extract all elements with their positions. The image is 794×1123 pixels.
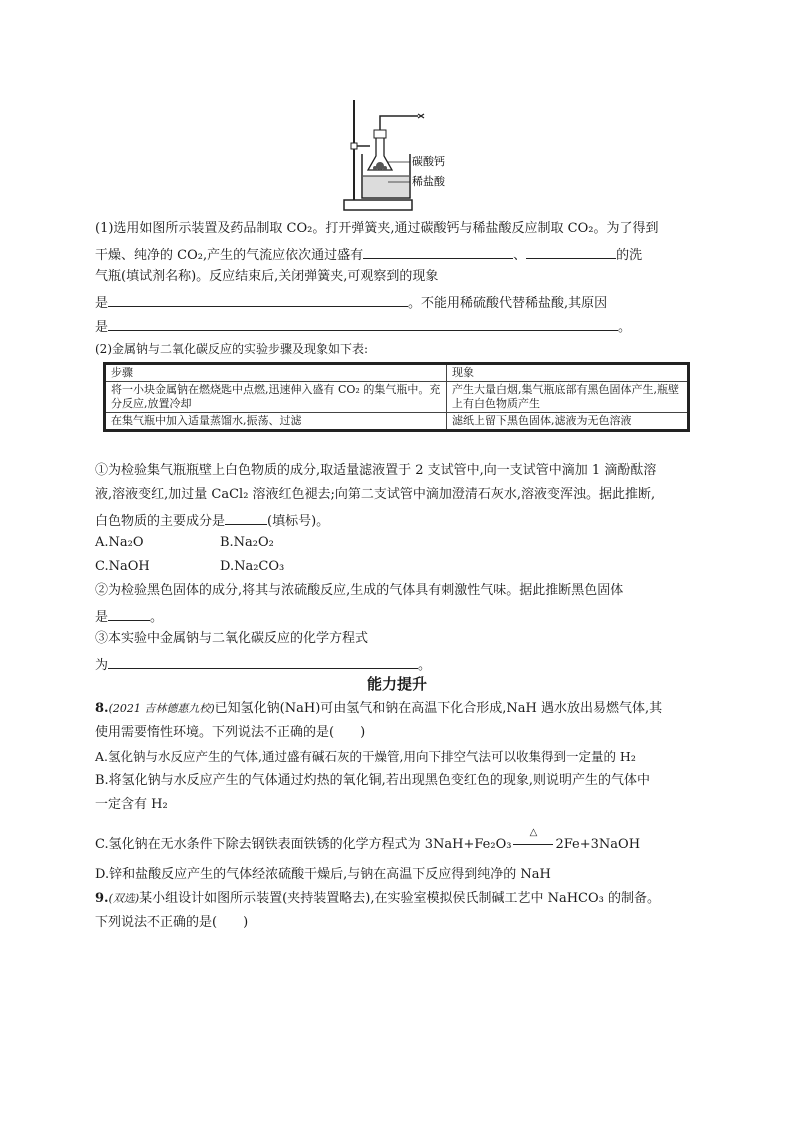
q1-line2: 干燥、纯净的 CO₂,产生的气流应依次通过盛有 、 的洗 — [95, 244, 642, 265]
q2-sub3-line2: 为 。 — [95, 654, 431, 675]
label-dilute-hcl: 稀盐酸 — [412, 175, 445, 188]
label-calcium-carbonate: 碳酸钙 — [412, 155, 445, 168]
table-header-step: 步骤 — [105, 364, 447, 382]
answer-blank[interactable] — [225, 510, 267, 525]
answer-blank[interactable] — [108, 606, 150, 621]
q1-line3: 气瓶(填试剂名称)。反应结束后,关闭弹簧夹,可观察到的现象 — [95, 269, 439, 284]
q9-line1: 9.(双选)某小组设计如图所示装置(夹持装置略去),在实验室模拟侯氏制碱工艺中 NaHCO₃ 的制备。 — [95, 891, 660, 906]
q2-sub1-line3: 白色物质的主要成分是 (填标号)。 — [95, 510, 329, 531]
option-d: D.Na₂CO₃ — [220, 559, 285, 574]
q2-sub2-line1: ②为检验黑色固体的成分,将其与浓硫酸反应,生成的气体具有刺激性气味。据此推断黑色固体 — [95, 583, 624, 598]
table-row: 将一小块金属钠在燃烧匙中点燃,迅速伸入盛有 CO₂ 的集气瓶中。充分反应,放置冷却 产生大量白烟,集气瓶底部有黑色固体产生,瓶壁上有白色物质产生 — [105, 382, 689, 413]
q9-line2: 下列说法不正确的是( ) — [95, 915, 249, 930]
q8-line2: 使用需要惰性环境。下列说法不正确的是( ) — [95, 725, 366, 740]
experiment-table — [103, 362, 690, 432]
q1-line5: 是 。 — [95, 316, 631, 337]
section-title: 能力提升 — [366, 675, 427, 693]
q8-option-c: C.氢化钠在无水条件下除去钢铁表面铁锈的化学方程式为 3NaH+Fe₂O₃ △ 2Fe+3NaOH — [95, 827, 641, 852]
table-header-phenomenon: 现象 — [447, 364, 689, 382]
option-b: B.Na₂O₂ — [220, 535, 274, 550]
q1-line4: 是 。不能用稀硫酸代替稀盐酸,其原因 — [95, 292, 607, 313]
q1-line1: (1)选用如图所示装置及药品制取 CO₂。打开弹簧夹,通过碳酸钙与稀盐酸反应制取 CO₂。为了得到 — [95, 221, 659, 236]
q8-option-a: A.氢化钠与水反应产生的气体,通过盛有碱石灰的干燥管,用向下排空气法可以收集得到一定量的 H₂ — [95, 749, 636, 764]
q2-sub1-line1: ①为检验集气瓶瓶壁上白色物质的成分,取适量滤液置于 2 支试管中,向一支试管中滴加 1 滴酚酞溶 — [95, 463, 657, 478]
option-c: C.NaOH — [95, 559, 150, 574]
q2-sub2-line2: 是 。 — [95, 606, 163, 627]
q2-sub3-line1: ③本实验中金属钠与二氧化碳反应的化学方程式 — [95, 631, 369, 646]
q8-option-b-line1: B.将氢化钠与水反应产生的气体通过灼热的氧化铜,若出现黑色变红色的现象,则说明产生的气体中 — [95, 773, 650, 788]
answer-blank[interactable] — [108, 316, 618, 331]
q8-option-b-line2: 一定含有 H₂ — [95, 797, 168, 812]
answer-blank[interactable] — [108, 654, 418, 669]
q2-intro: (2)金属钠与二氧化碳反应的实验步骤及现象如下表: — [95, 342, 369, 356]
apparatus-figure — [340, 96, 460, 216]
q8-option-d: D.锌和盐酸反应产生的气体经浓硫酸干燥后,与钠在高温下反应得到纯净的 NaH — [95, 867, 551, 882]
answer-blank[interactable] — [363, 244, 513, 259]
q2-sub1-line2: 液,溶液变红,加过量 CaCl₂ 溶液红色褪去;向第二支试管中滴加澄清石灰水,溶液变浑浊。据此推断, — [95, 487, 656, 502]
q8-line1: 8.(2021 吉林德惠九校)已知氢化钠(NaH)可由氢气和钠在高温下化合形成,NaH 遇水放出易燃气体,其 — [95, 701, 663, 716]
option-a: A.Na₂O — [95, 535, 144, 550]
answer-blank[interactable] — [108, 292, 408, 307]
reaction-arrow: △ — [511, 836, 555, 854]
table-row: 在集气瓶中加入适量蒸馏水,振荡、过滤 滤纸上留下黑色固体,滤液为无色溶液 — [105, 413, 689, 431]
answer-blank[interactable] — [526, 244, 616, 259]
